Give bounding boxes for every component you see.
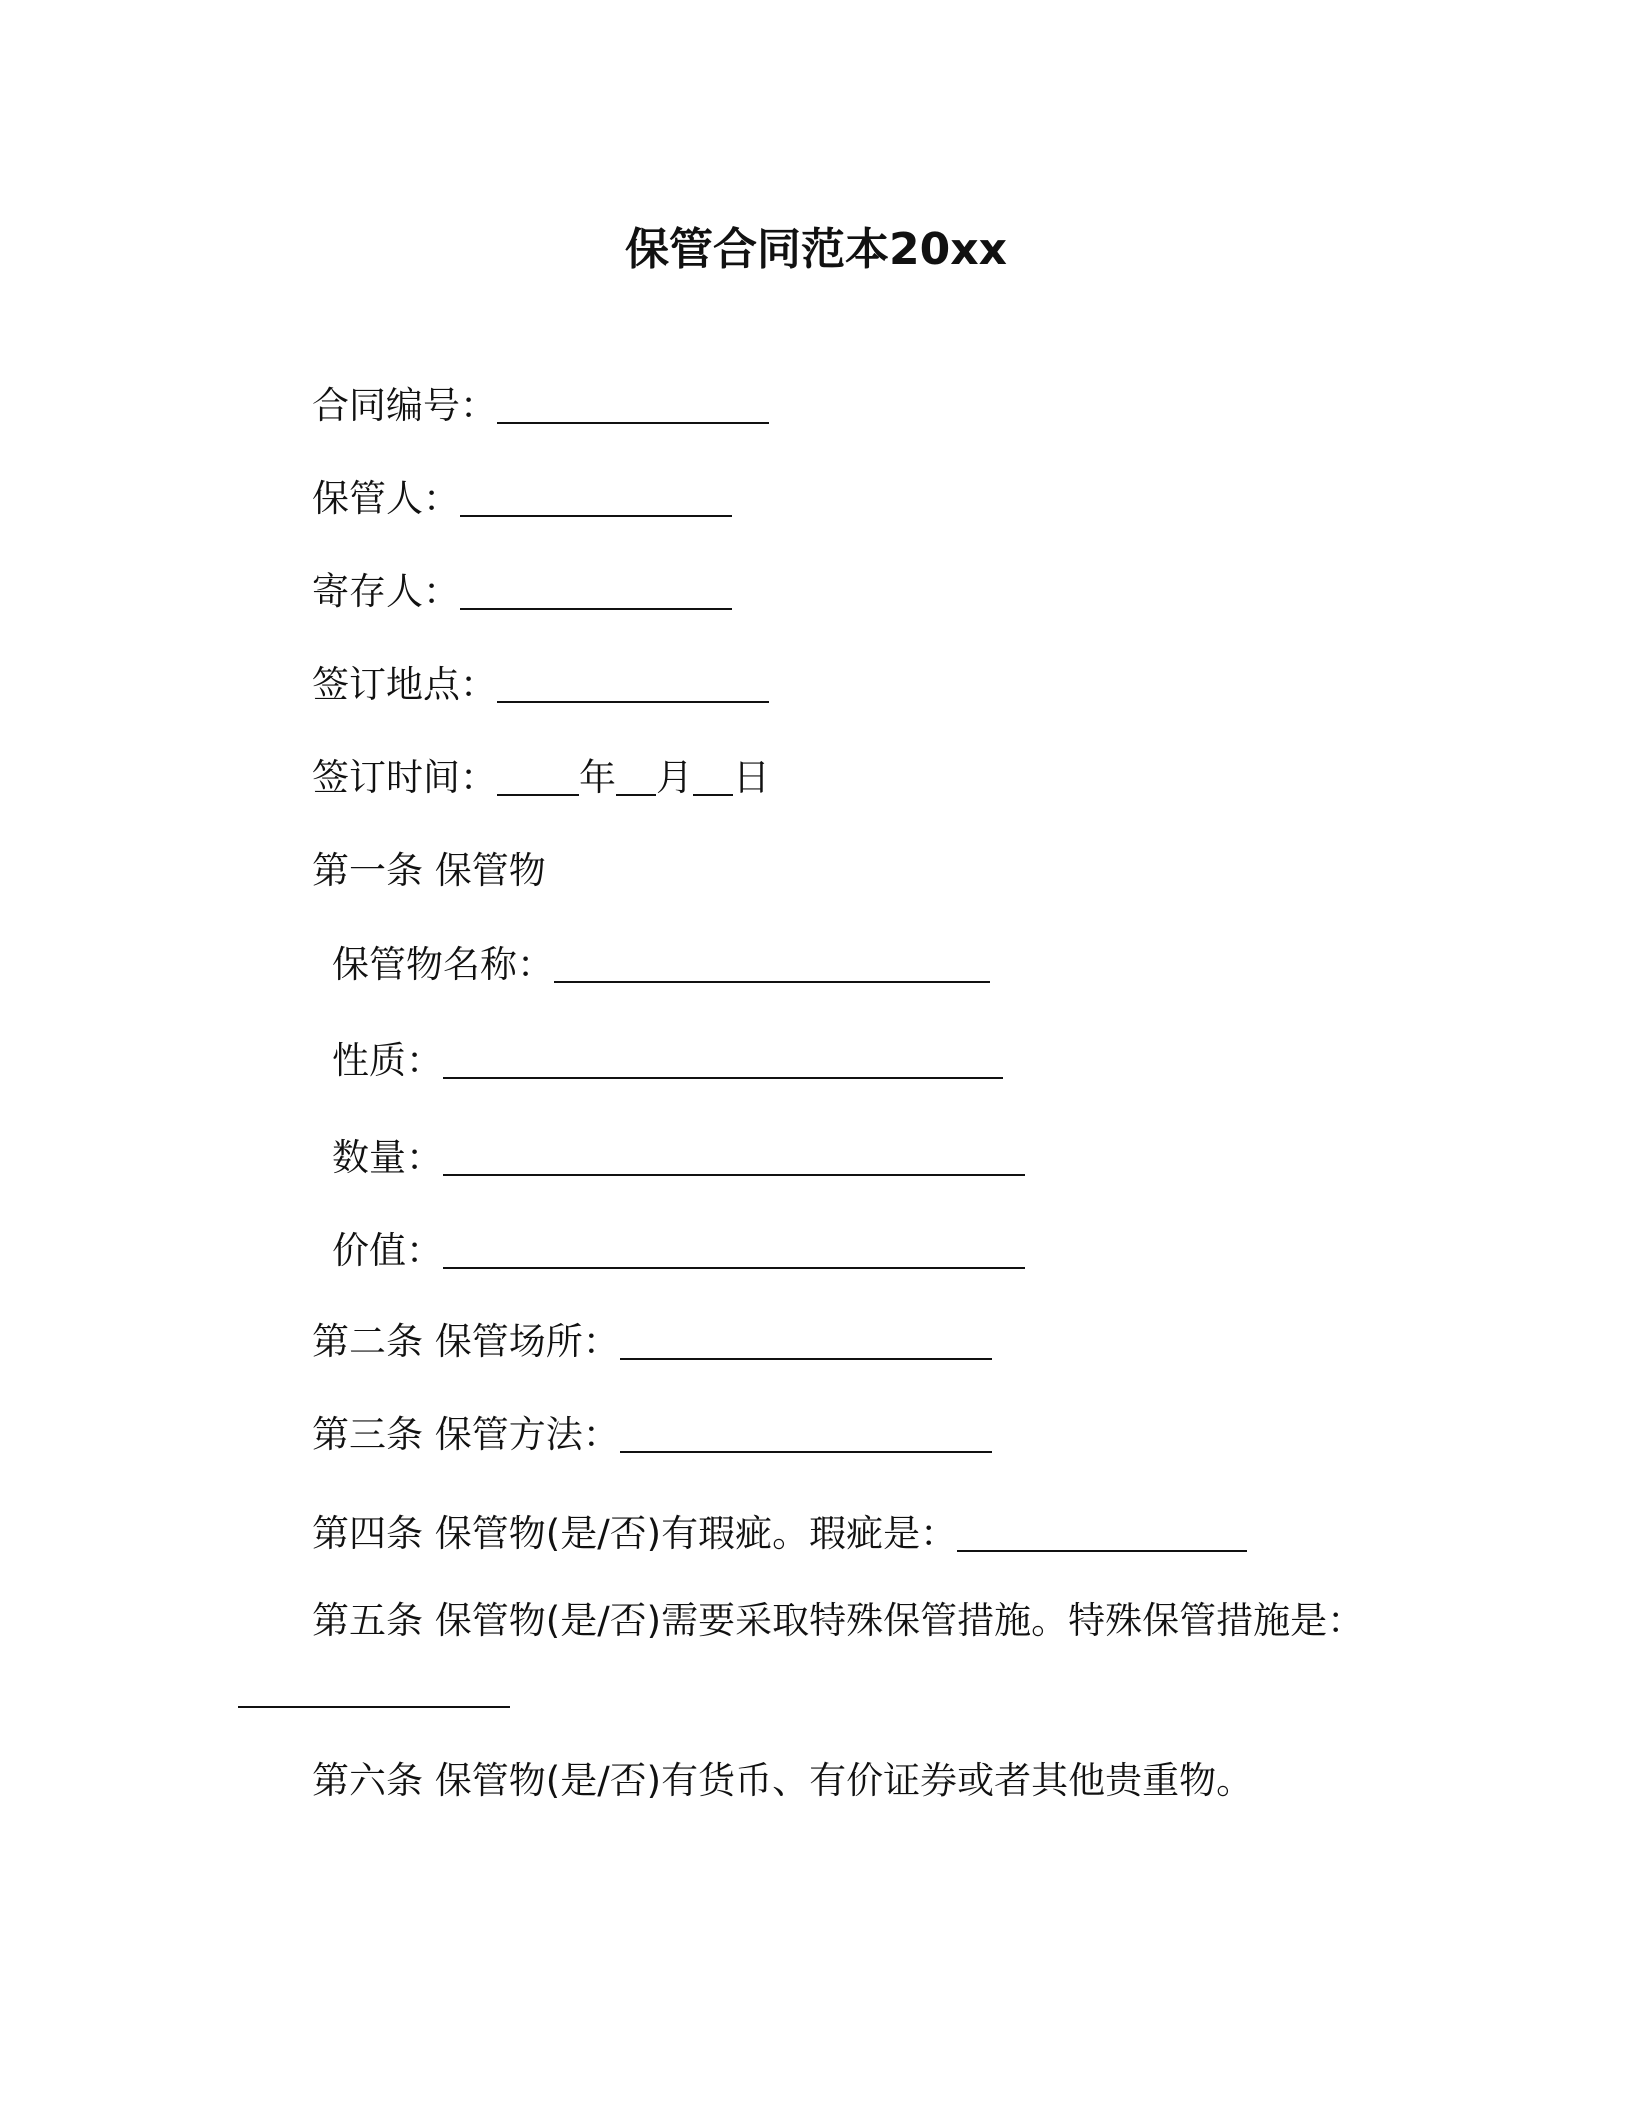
item-value-field — [332, 1227, 1025, 1275]
depositor-label: 寄存人： — [312, 570, 460, 613]
article-5-label: 第五条 保管物(是/否)需要采取特殊保管措施。特殊保管措施是： — [312, 1599, 1365, 1642]
item-quantity-blank[interactable] — [443, 1140, 1025, 1176]
item-nature-label: 性质： — [332, 1039, 443, 1082]
item-nature-blank[interactable] — [443, 1043, 1003, 1079]
signing-time-field — [312, 754, 770, 802]
signing-place-field — [312, 661, 769, 709]
signing-time-label: 签订时间： — [312, 756, 497, 799]
article-2-field — [312, 1318, 992, 1366]
article-3-label: 第三条 保管方法： — [312, 1413, 620, 1456]
article-2-label: 第二条 保管场所： — [312, 1320, 620, 1363]
signing-place-blank[interactable] — [497, 667, 769, 703]
article-3-field — [312, 1411, 992, 1459]
signing-place-label: 签订地点： — [312, 663, 497, 706]
item-name-label: 保管物名称： — [332, 943, 554, 986]
month-label: 月 — [656, 756, 693, 799]
article-6-label: 第六条 保管物(是/否)有货币、有价证券或者其他贵重物。 — [312, 1759, 1254, 1802]
article-4-label: 第四条 保管物(是/否)有瑕疵。瑕疵是： — [312, 1512, 958, 1555]
item-value-label: 价值： — [332, 1229, 443, 1272]
item-quantity-field — [332, 1134, 1025, 1182]
item-name-field — [332, 941, 990, 989]
item-nature-field — [332, 1037, 1003, 1085]
article-1-heading: 第一条 保管物 — [312, 849, 546, 892]
custodian-field — [312, 475, 732, 523]
contract-number-blank[interactable] — [497, 388, 769, 424]
storage-place-blank[interactable] — [620, 1324, 992, 1360]
contract-number-label: 合同编号： — [312, 384, 497, 427]
item-quantity-label: 数量： — [332, 1136, 443, 1179]
year-label: 年 — [579, 756, 616, 799]
signing-year-blank[interactable] — [497, 760, 579, 796]
signing-day-blank[interactable] — [693, 760, 733, 796]
custodian-label: 保管人： — [312, 477, 460, 520]
depositor-blank[interactable] — [460, 574, 732, 610]
defect-blank[interactable] — [957, 1516, 1247, 1552]
item-value-blank[interactable] — [443, 1233, 1025, 1269]
article-4-field — [312, 1510, 1247, 1558]
document-title: 保管合同范本20xx — [625, 224, 1007, 275]
special-measures-blank[interactable] — [238, 1706, 510, 1708]
storage-method-blank[interactable] — [620, 1417, 992, 1453]
day-label: 日 — [733, 756, 770, 799]
item-name-blank[interactable] — [554, 947, 990, 983]
contract-number-field — [312, 382, 769, 430]
signing-month-blank[interactable] — [616, 760, 656, 796]
depositor-field — [312, 568, 732, 616]
custodian-blank[interactable] — [460, 481, 732, 517]
